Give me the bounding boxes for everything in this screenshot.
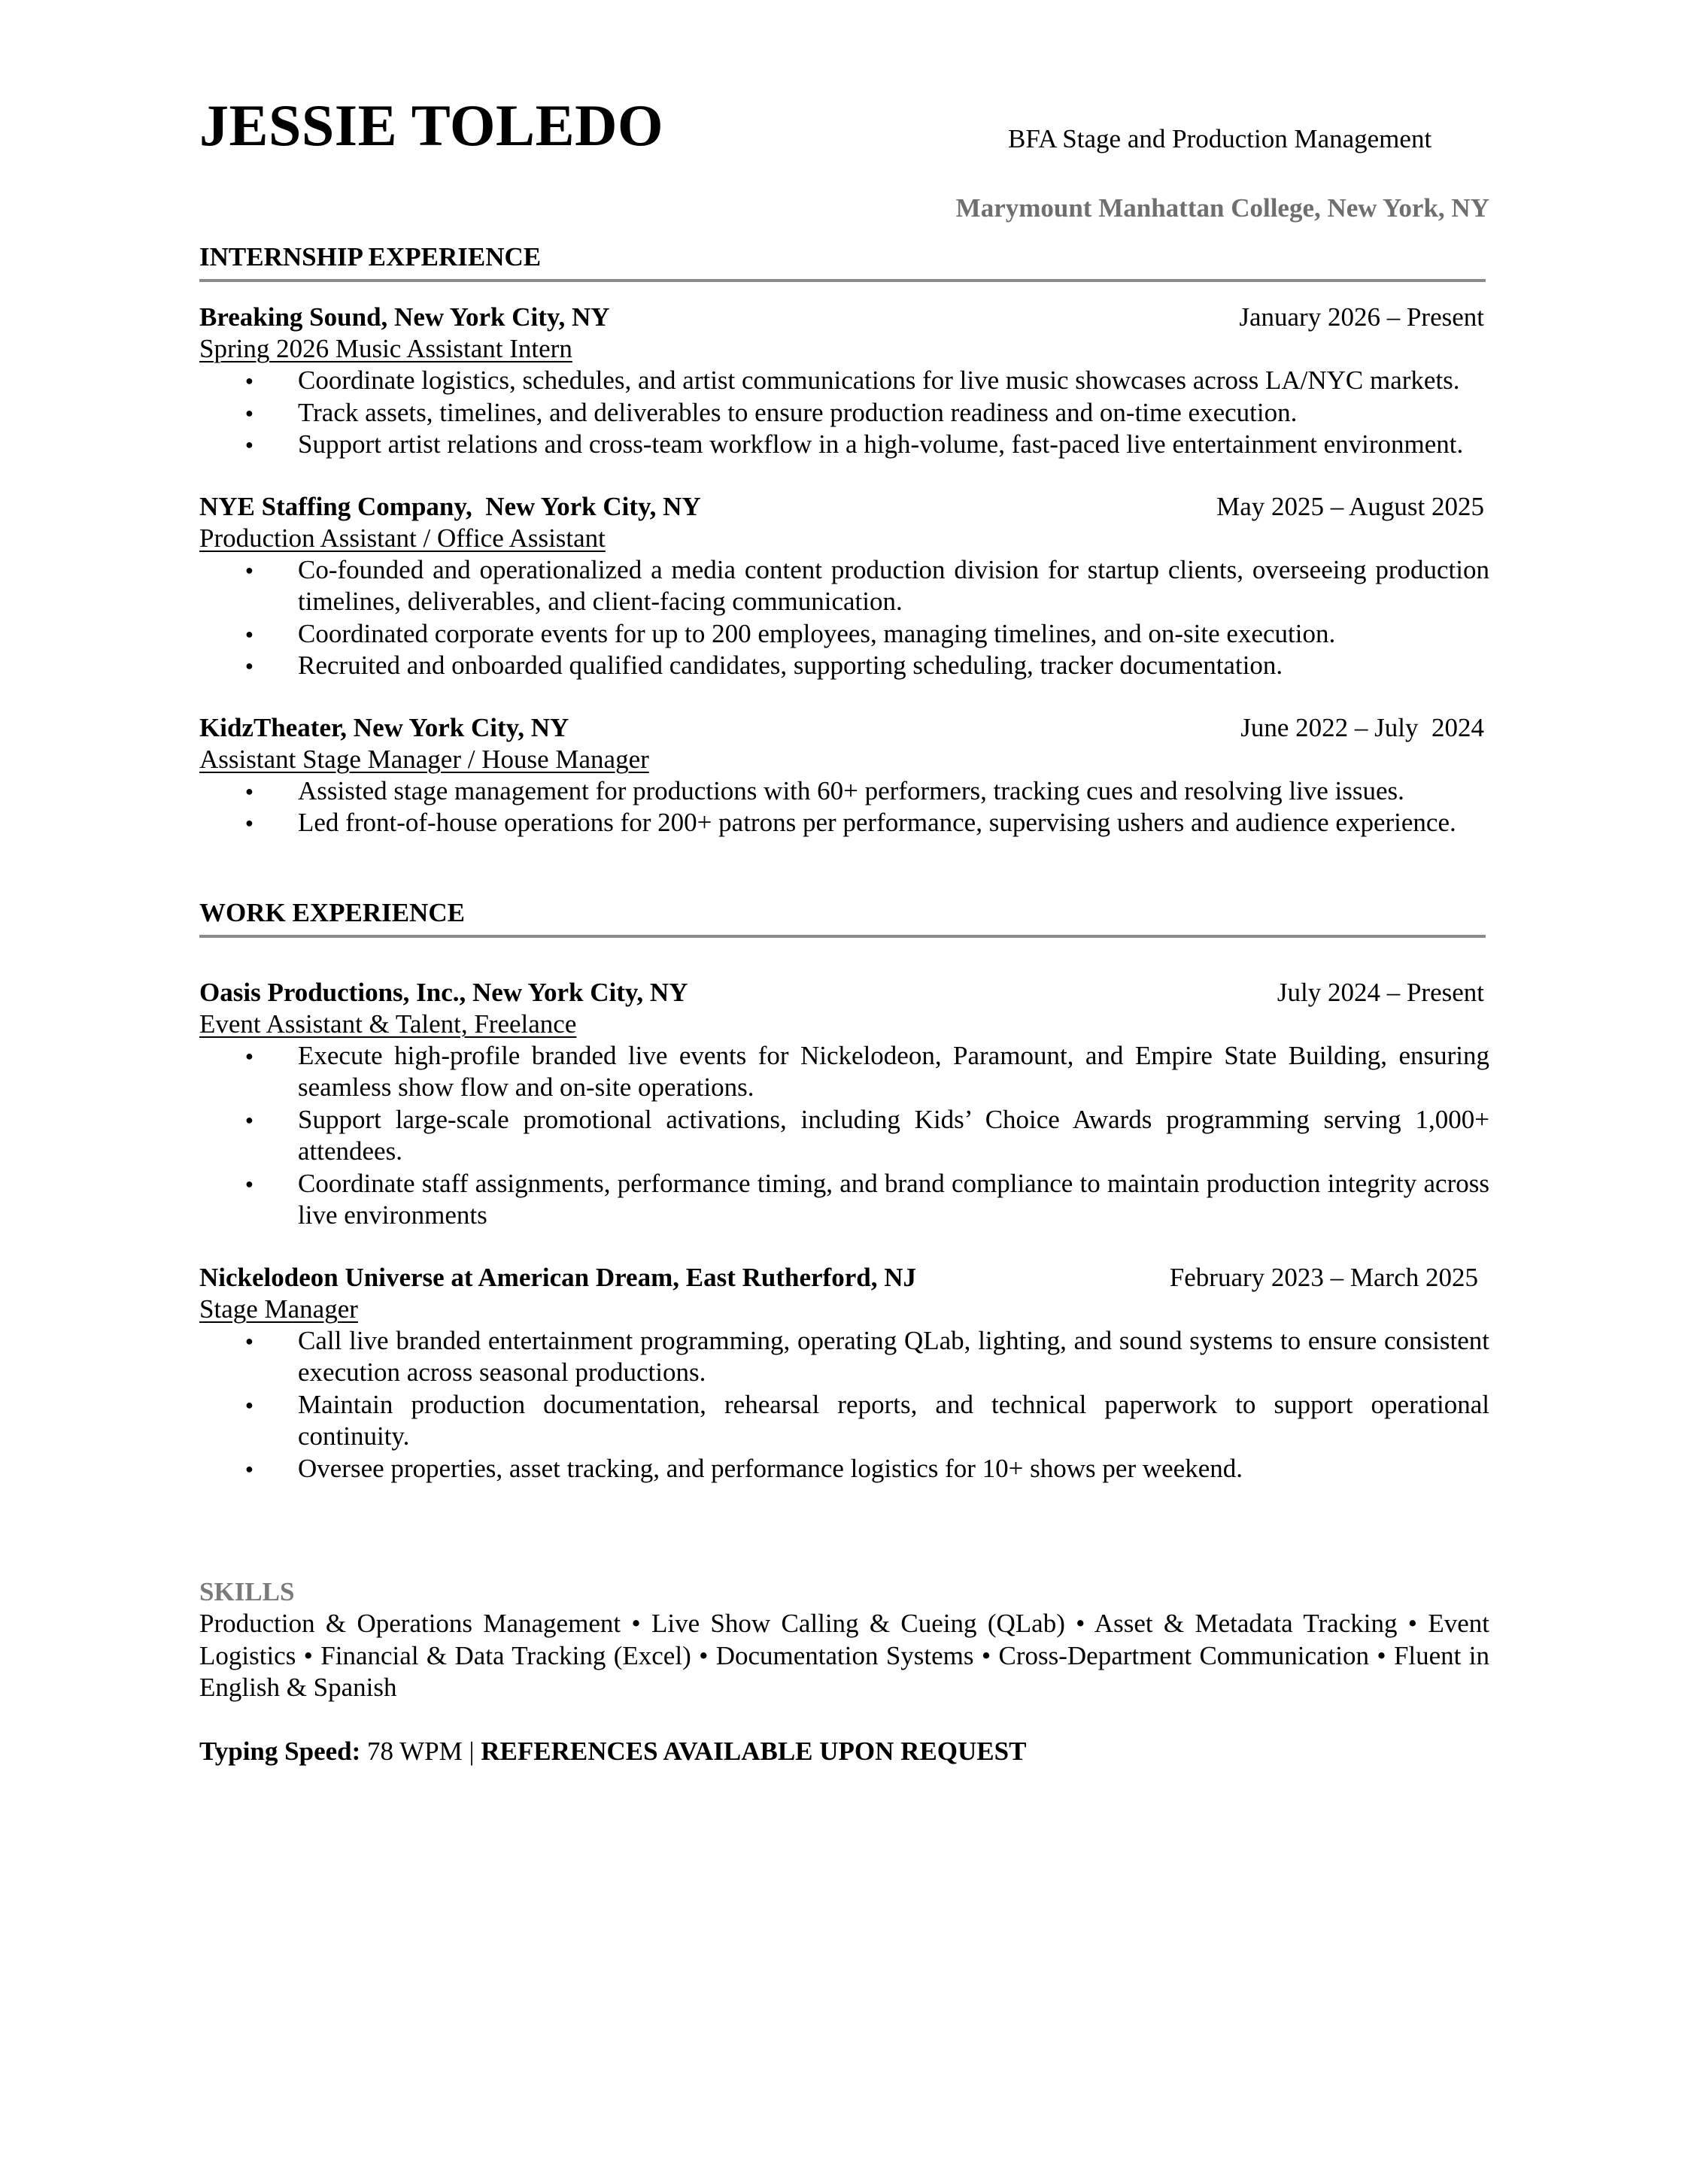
job-header bbox=[199, 977, 1489, 1009]
job-entry bbox=[199, 712, 1489, 839]
skills-text: Production & Operations Management • Live Show Calling & Cueing (QLab) • Asset & Metadata Tracking • Event Logistics • Financial & Data Tracking (Excel) • Documentation Systems • Cross-Department Communication • Fluent in English & Spanish bbox=[199, 1609, 1489, 1702]
bullet-item: ● Support large-scale promotional activations, including Kids’ Choice Awards programming serving 1,000+ attendees. bbox=[298, 1104, 1489, 1168]
bullet-item: ● Coordinated corporate events for up to 200 employees, managing timelines, and on-site execution. bbox=[298, 618, 1489, 651]
job-entry bbox=[199, 1262, 1489, 1485]
job-header bbox=[199, 302, 1489, 333]
job-dates: January 2026 – Present bbox=[1239, 302, 1484, 332]
bullet-item: ● Track assets, timelines, and deliverables to ensure production readiness and on-time execution. bbox=[298, 397, 1489, 429]
bullet-item: ● Oversee properties, asset tracking, and performance logistics for 10+ shows per weekend. bbox=[298, 1453, 1489, 1485]
section-title-internship bbox=[199, 244, 1486, 282]
resume-header bbox=[199, 0, 1489, 241]
internship-section bbox=[199, 244, 1489, 839]
bullet-item: ● Assisted stage management for productions with 60+ performers, tracking cues and resolving live issues. bbox=[298, 775, 1489, 808]
bullet-item: ● Coordinate logistics, schedules, and artist communications for live music showcases across LA/NYC markets. bbox=[298, 365, 1489, 397]
bullet-list bbox=[199, 1325, 1489, 1485]
job-role: Spring 2026 Music Assistant Intern bbox=[199, 334, 572, 363]
job-header bbox=[199, 1262, 1489, 1294]
job-role: Stage Manager bbox=[199, 1294, 358, 1324]
degree: BFA Stage and Production Management bbox=[1008, 124, 1432, 153]
bullet-item: ● Maintain production documentation, rehearsal reports, and technical paperwork to support operational continuity. bbox=[298, 1389, 1489, 1453]
skills-title: SKILLS bbox=[199, 1577, 295, 1606]
bullet-item: ● Coordinate staff assignments, performance timing, and brand compliance to maintain production integrity across live environments bbox=[298, 1168, 1489, 1232]
job-entry bbox=[199, 491, 1489, 682]
job-role: Event Assistant & Talent, Freelance bbox=[199, 1009, 577, 1039]
candidate-name: JESSIE TOLEDO bbox=[199, 93, 664, 158]
bullet-list bbox=[199, 1040, 1489, 1232]
work-section bbox=[199, 899, 1489, 1485]
bullet-list bbox=[199, 775, 1489, 839]
job-dates: July 2024 – Present bbox=[1277, 977, 1484, 1007]
company: Breaking Sound, New York City, NY bbox=[199, 302, 610, 332]
job-entry bbox=[199, 977, 1489, 1232]
bullet-item: ● Call live branded entertainment programming, operating QLab, lighting, and sound systems to ensure consistent execution across seasonal productions. bbox=[298, 1325, 1489, 1389]
job-role: Production Assistant / Office Assistant bbox=[199, 523, 606, 553]
bullet-item: ● Support artist relations and cross-team workflow in a high-volume, fast-paced live entertainment environment. bbox=[298, 429, 1489, 461]
typing-speed-value: 78 WPM | bbox=[360, 1736, 481, 1766]
job-role: Assistant Stage Manager / House Manager bbox=[199, 744, 649, 774]
bullet-item: ● Co-founded and operationalized a media content production division for startup clients, overseeing production timelines, deliverables, and client-facing communication. bbox=[298, 554, 1489, 618]
company: NYE Staffing Company, New York City, NY bbox=[199, 491, 701, 521]
company: Nickelodeon Universe at American Dream, East Rutherford, NJ bbox=[199, 1262, 916, 1292]
typing-references-line bbox=[199, 1736, 1489, 1767]
school: Marymount Manhattan College, New York, NY bbox=[955, 193, 1489, 223]
section-title-text: WORK EXPERIENCE bbox=[199, 897, 465, 927]
resume-page bbox=[199, 0, 1489, 1767]
bullet-list bbox=[199, 554, 1489, 682]
references-note: REFERENCES AVAILABLE UPON REQUEST bbox=[481, 1736, 1027, 1766]
job-dates: June 2022 – July 2024 bbox=[1240, 712, 1484, 742]
bullet-item: ● Recruited and onboarded qualified candidates, supporting scheduling, tracker documentation. bbox=[298, 650, 1489, 682]
job-header bbox=[199, 712, 1489, 744]
company: Oasis Productions, Inc., New York City, NY bbox=[199, 977, 688, 1007]
job-dates: February 2023 – March 2025 bbox=[1169, 1262, 1478, 1292]
skills-section bbox=[199, 1576, 1489, 1704]
company: KidzTheater, New York City, NY bbox=[199, 712, 569, 742]
job-dates: May 2025 – August 2025 bbox=[1216, 491, 1484, 521]
job-header bbox=[199, 491, 1489, 523]
bullet-list bbox=[199, 365, 1489, 461]
bullet-item: ● Execute high-profile branded live events for Nickelodeon, Paramount, and Empire State Building, ensuring seamless show flow and on-site operations. bbox=[298, 1040, 1489, 1104]
typing-speed-label: Typing Speed: bbox=[199, 1736, 361, 1766]
job-entry bbox=[199, 302, 1489, 461]
section-title-text: INTERNSHIP EXPERIENCE bbox=[199, 242, 542, 271]
bullet-item: ● Led front-of-house operations for 200+ patrons per performance, supervising ushers and audience experience. bbox=[298, 807, 1489, 839]
section-title-work bbox=[199, 899, 1486, 938]
